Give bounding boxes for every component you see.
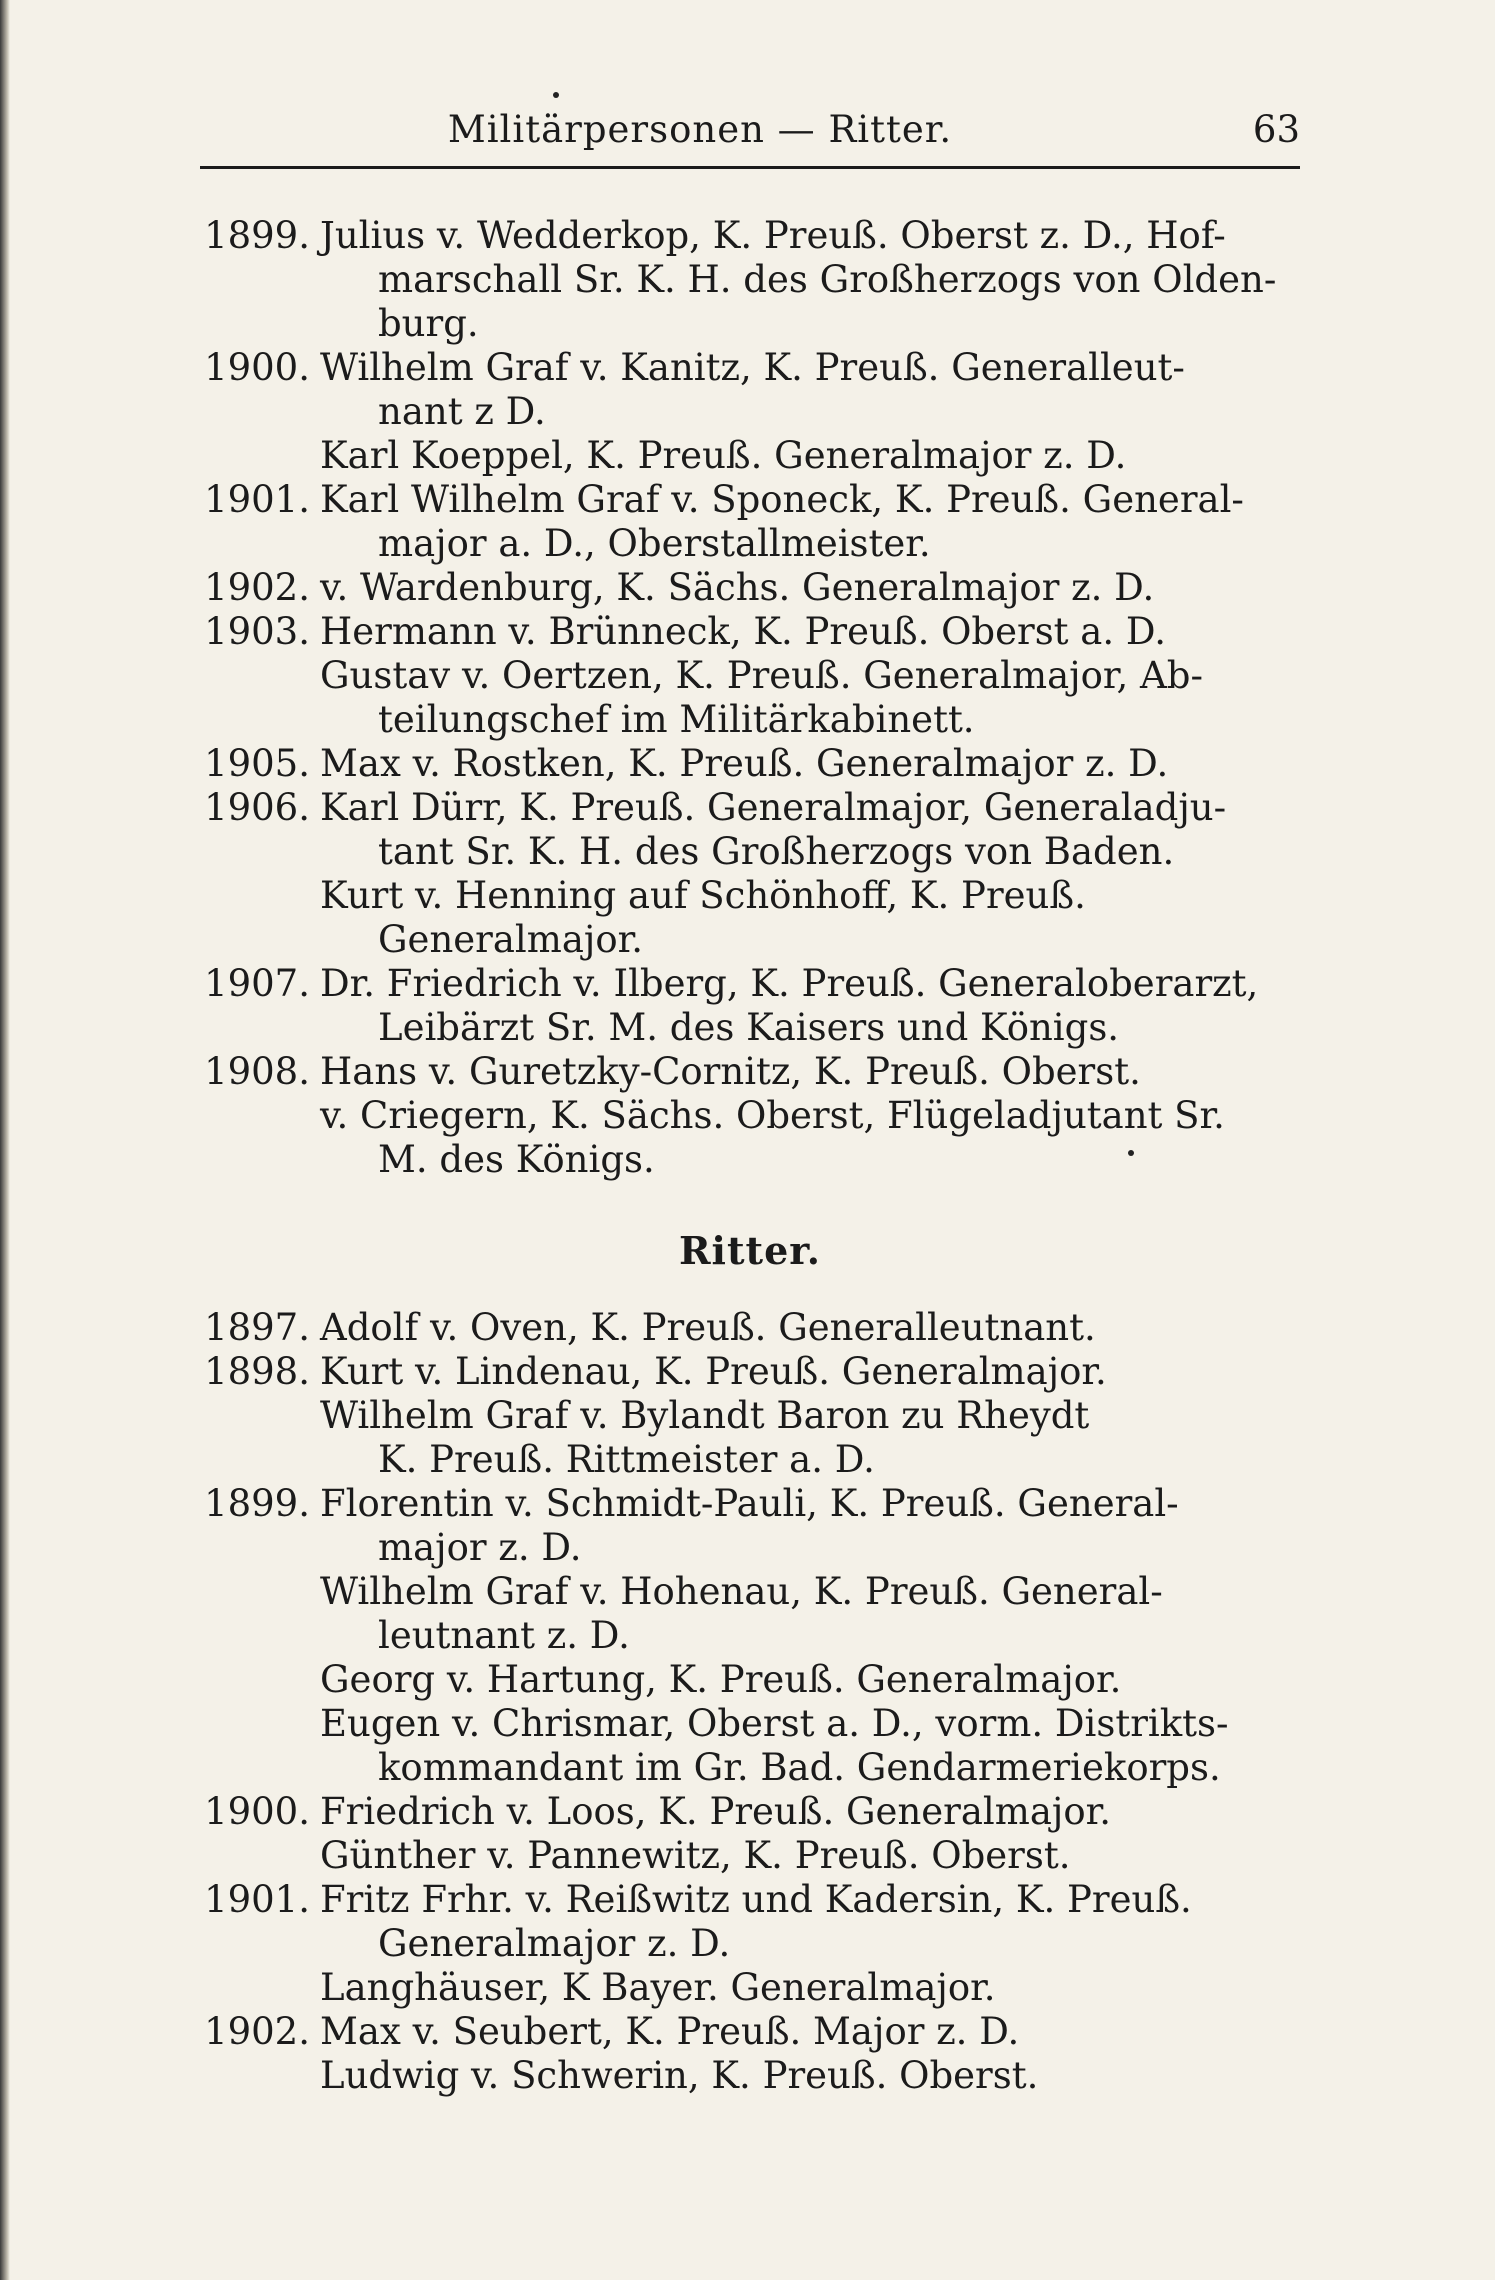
entry-text: Wilhelm Graf v. Kanitz, K. Preuß. Generalleut-	[320, 346, 1185, 389]
entry-line	[200, 1658, 1320, 1702]
entry-line	[200, 390, 1320, 434]
entry-line	[200, 786, 1320, 830]
entry-line	[200, 1570, 1320, 1614]
entry-line	[200, 874, 1320, 918]
entry-year: 1901.	[204, 478, 310, 521]
entry-line	[200, 1702, 1320, 1746]
entry-text: burg.	[378, 302, 479, 345]
entry-text: Kurt v. Henning auf Schönhoff, K. Preuß.	[320, 874, 1086, 917]
entry-text: nant z D.	[378, 390, 546, 433]
entry-line	[200, 1138, 1320, 1182]
entry-line	[200, 1306, 1320, 1350]
entry-line	[200, 742, 1320, 786]
entry-text: Max v. Rostken, K. Preuß. Generalmajor z. D.	[320, 742, 1169, 785]
entry-text: Karl Koeppel, K. Preuß. Generalmajor z. D.	[320, 434, 1127, 477]
entry-line	[200, 1922, 1320, 1966]
entry-line	[200, 1526, 1320, 1570]
entry-year: 1899.	[204, 1482, 310, 1525]
entry-text: Dr. Friedrich v. Ilberg, K. Preuß. Generaloberarzt,	[320, 962, 1259, 1005]
entry-text: Max v. Seubert, K. Preuß. Major z. D.	[320, 2010, 1020, 2053]
entry-text: Friedrich v. Loos, K. Preuß. Generalmajor.	[320, 1790, 1112, 1833]
entry-text: marschall Sr. K. H. des Großherzogs von Olden-	[378, 258, 1277, 301]
entry-line	[200, 1394, 1320, 1438]
entry-text: leutnant z. D.	[378, 1614, 630, 1657]
entry-year: 1908.	[204, 1050, 310, 1093]
entry-text: teilungschef im Militärkabinett.	[378, 698, 975, 741]
entry-text: Günther v. Pannewitz, K. Preuß. Oberst.	[320, 1834, 1071, 1877]
entry-text: Karl Wilhelm Graf v. Sponeck, K. Preuß. General-	[320, 478, 1244, 521]
entry-text: Wilhelm Graf v. Hohenau, K. Preuß. General-	[320, 1570, 1163, 1613]
running-title: Militärpersonen — Ritter.	[447, 108, 953, 151]
entry-text: K. Preuß. Rittmeister a. D.	[378, 1438, 875, 1481]
entry-line	[200, 1438, 1320, 1482]
entry-text: v. Wardenburg, K. Sächs. Generalmajor z. D.	[320, 566, 1155, 609]
entry-text: Fritz Frhr. v. Reißwitz und Kadersin, K. Preuß.	[320, 1878, 1192, 1921]
entry-year: 1901.	[204, 1878, 310, 1921]
ritter-entry-list	[200, 1306, 1320, 2098]
entry-line	[200, 478, 1320, 522]
entry-text: Julius v. Wedderkop, K. Preuß. Oberst z. D., Hof-	[320, 214, 1226, 257]
entry-text: M. des Königs.	[378, 1138, 655, 1181]
entry-text: kommandant im Gr. Bad. Gendarmeriekorps.	[378, 1746, 1221, 1789]
upper-entry-list	[200, 214, 1320, 1182]
entry-text: Generalmajor.	[378, 918, 644, 961]
entry-line	[200, 346, 1320, 390]
entry-year: 1902.	[204, 566, 310, 609]
entry-year: 1899.	[204, 214, 310, 257]
entry-text: Karl Dürr, K. Preuß. Generalmajor, Generaladju-	[320, 786, 1227, 829]
entry-year: 1900.	[204, 346, 310, 389]
page-header	[200, 108, 1300, 158]
entry-line	[200, 698, 1320, 742]
entry-year: 1897.	[204, 1306, 310, 1349]
entry-line	[200, 1350, 1320, 1394]
entry-text: Florentin v. Schmidt-Pauli, K. Preuß. General-	[320, 1482, 1179, 1525]
entry-line	[200, 2054, 1320, 2098]
entry-year: 1900.	[204, 1790, 310, 1833]
entry-text: Wilhelm Graf v. Bylandt Baron zu Rheydt	[320, 1394, 1090, 1437]
section-heading-ritter: Ritter.	[678, 1228, 822, 1273]
entry-line	[200, 1746, 1320, 1790]
entry-text: Leibärzt Sr. M. des Kaisers und Königs.	[378, 1006, 1120, 1049]
entry-text: Georg v. Hartung, K. Preuß. Generalmajor.	[320, 1658, 1122, 1701]
entry-year: 1902.	[204, 2010, 310, 2053]
entry-line	[200, 830, 1320, 874]
entry-text: v. Criegern, K. Sächs. Oberst, Flügeladjutant Sr.	[320, 1094, 1225, 1137]
entry-line	[200, 2010, 1320, 2054]
entry-text: major z. D.	[378, 1526, 582, 1569]
entry-text: Hans v. Guretzky-Cornitz, K. Preuß. Oberst.	[320, 1050, 1141, 1093]
entry-line	[200, 1966, 1320, 2010]
entry-text: major a. D., Oberstallmeister.	[378, 522, 931, 565]
entry-line	[200, 918, 1320, 962]
entry-text: Ludwig v. Schwerin, K. Preuß. Oberst.	[320, 2054, 1039, 2097]
entry-text: Generalmajor z. D.	[378, 1922, 731, 1965]
entry-line	[200, 522, 1320, 566]
entry-line	[200, 1482, 1320, 1526]
entry-line	[200, 1094, 1320, 1138]
entry-line	[200, 1834, 1320, 1878]
entry-line	[200, 1878, 1320, 1922]
entry-year: 1898.	[204, 1350, 310, 1393]
entry-line	[200, 1790, 1320, 1834]
entry-year: 1905.	[204, 742, 310, 785]
entry-text: Adolf v. Oven, K. Preuß. Generalleutnant.	[320, 1306, 1096, 1349]
entry-line	[200, 654, 1320, 698]
entry-line	[200, 1006, 1320, 1050]
entry-line	[200, 302, 1320, 346]
entry-line	[200, 214, 1320, 258]
print-speck	[553, 92, 559, 98]
entry-line	[200, 566, 1320, 610]
entry-text: Hermann v. Brünneck, K. Preuß. Oberst a. D.	[320, 610, 1166, 653]
entry-text: Gustav v. Oertzen, K. Preuß. Generalmajor, Ab-	[320, 654, 1203, 697]
page-binding-edge	[0, 0, 10, 2280]
page-number: 63	[1252, 108, 1300, 151]
entry-year: 1903.	[204, 610, 310, 653]
entry-line	[200, 1614, 1320, 1658]
entry-year: 1907.	[204, 962, 310, 1005]
entry-line	[200, 610, 1320, 654]
entry-line	[200, 258, 1320, 302]
header-rule	[200, 166, 1300, 169]
entry-text: tant Sr. K. H. des Großherzogs von Baden.	[378, 830, 1175, 873]
entry-line	[200, 1050, 1320, 1094]
entry-text: Eugen v. Chrismar, Oberst a. D., vorm. Distrikts-	[320, 1702, 1229, 1745]
entry-text: Kurt v. Lindenau, K. Preuß. Generalmajor.	[320, 1350, 1107, 1393]
entry-line	[200, 434, 1320, 478]
entry-line	[200, 962, 1320, 1006]
entry-text: Langhäuser, K Bayer. Generalmajor.	[320, 1966, 996, 2009]
entry-year: 1906.	[204, 786, 310, 829]
